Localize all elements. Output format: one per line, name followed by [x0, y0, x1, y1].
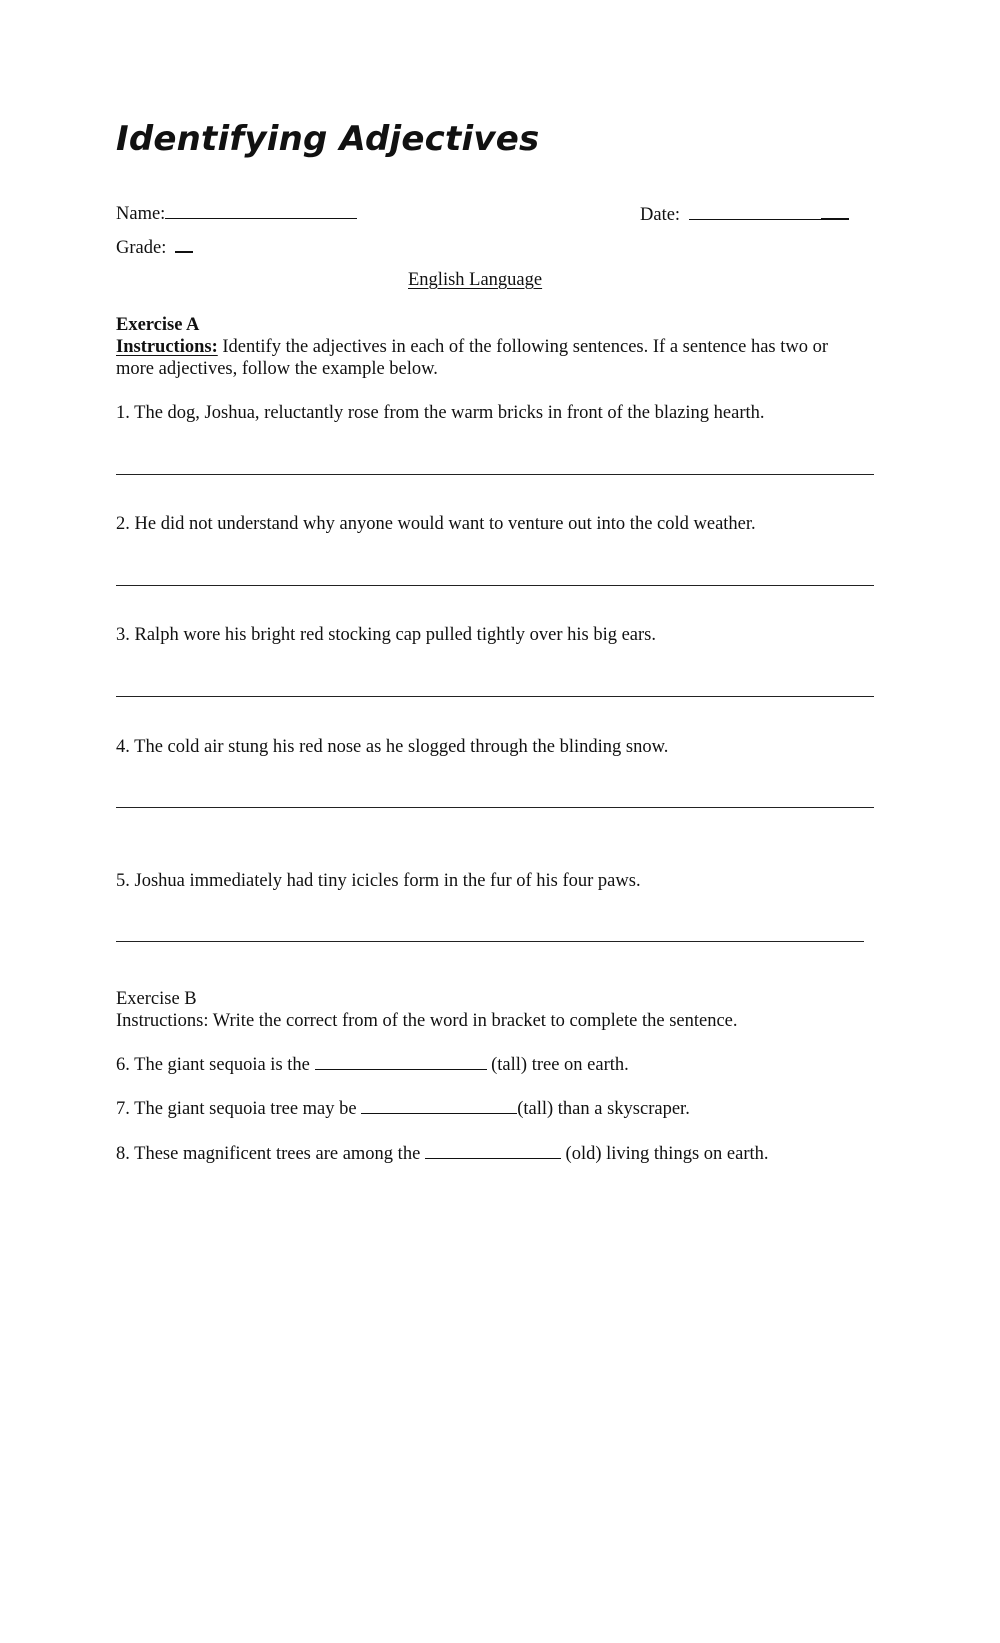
answer-line-4[interactable] [116, 807, 874, 808]
worksheet-title: Identifying Adjectives [116, 119, 540, 159]
question-7-blank[interactable] [361, 1099, 517, 1114]
name-blank[interactable] [165, 203, 357, 219]
question-7 [116, 1098, 690, 1120]
question-6 [116, 1054, 629, 1076]
date-blank[interactable] [689, 204, 821, 220]
question-8 [116, 1143, 769, 1165]
name-field[interactable] [116, 203, 357, 225]
date-label: Date: [640, 205, 681, 225]
instructions-label: Instructions: [116, 337, 218, 357]
question-6-after: (tall) tree on earth. [486, 1055, 629, 1075]
instructions-text-2: more adjectives, follow the example below. [116, 359, 438, 379]
question-3: 3. Ralph wore his bright red stocking cap pulled tightly over his big ears. [116, 625, 656, 645]
answer-line-3[interactable] [116, 696, 874, 697]
date-blank-extra[interactable] [821, 203, 849, 220]
question-8-before: 8. These magnificent trees are among the [116, 1144, 425, 1164]
question-8-blank[interactable] [425, 1144, 561, 1159]
answer-line-1[interactable] [116, 474, 874, 475]
exercise-a-heading: Exercise A [116, 315, 200, 335]
answer-line-5[interactable] [116, 941, 864, 942]
grade-label: Grade: [116, 238, 167, 258]
question-4: 4. The cold air stung his red nose as he slogged through the blinding snow. [116, 737, 669, 757]
question-1: 1. The dog, Joshua, reluctantly rose from the warm bricks in front of the blazing hearth. [116, 403, 765, 423]
question-7-before: 7. The giant sequoia tree may be [116, 1099, 362, 1119]
instructions-text-1: Identify the adjectives in each of the following sentences. If a sentence has two or [217, 337, 829, 357]
question-5: 5. Joshua immediately had tiny icicles form in the fur of his four paws. [116, 871, 641, 891]
exercise-b-heading: Exercise B [116, 989, 197, 1009]
question-2: 2. He did not understand why anyone would want to venture out into the cold weather. [116, 514, 756, 534]
question-6-blank[interactable] [315, 1055, 487, 1070]
question-7-after: (tall) than a skyscraper. [517, 1099, 690, 1119]
answer-line-2[interactable] [116, 585, 874, 586]
grade-blank[interactable] [175, 236, 193, 253]
grade-field[interactable] [116, 236, 193, 259]
name-label: Name: [116, 204, 166, 224]
question-6-before: 6. The giant sequoia is the [116, 1055, 315, 1075]
subject-heading: English Language [408, 270, 543, 290]
date-field[interactable] [640, 203, 849, 226]
exercise-a-instructions [116, 336, 828, 358]
question-8-after: (old) living things on earth. [560, 1144, 769, 1164]
exercise-b-instructions: Instructions: Write the correct from of the word in bracket to complete the sentence. [116, 1011, 738, 1031]
